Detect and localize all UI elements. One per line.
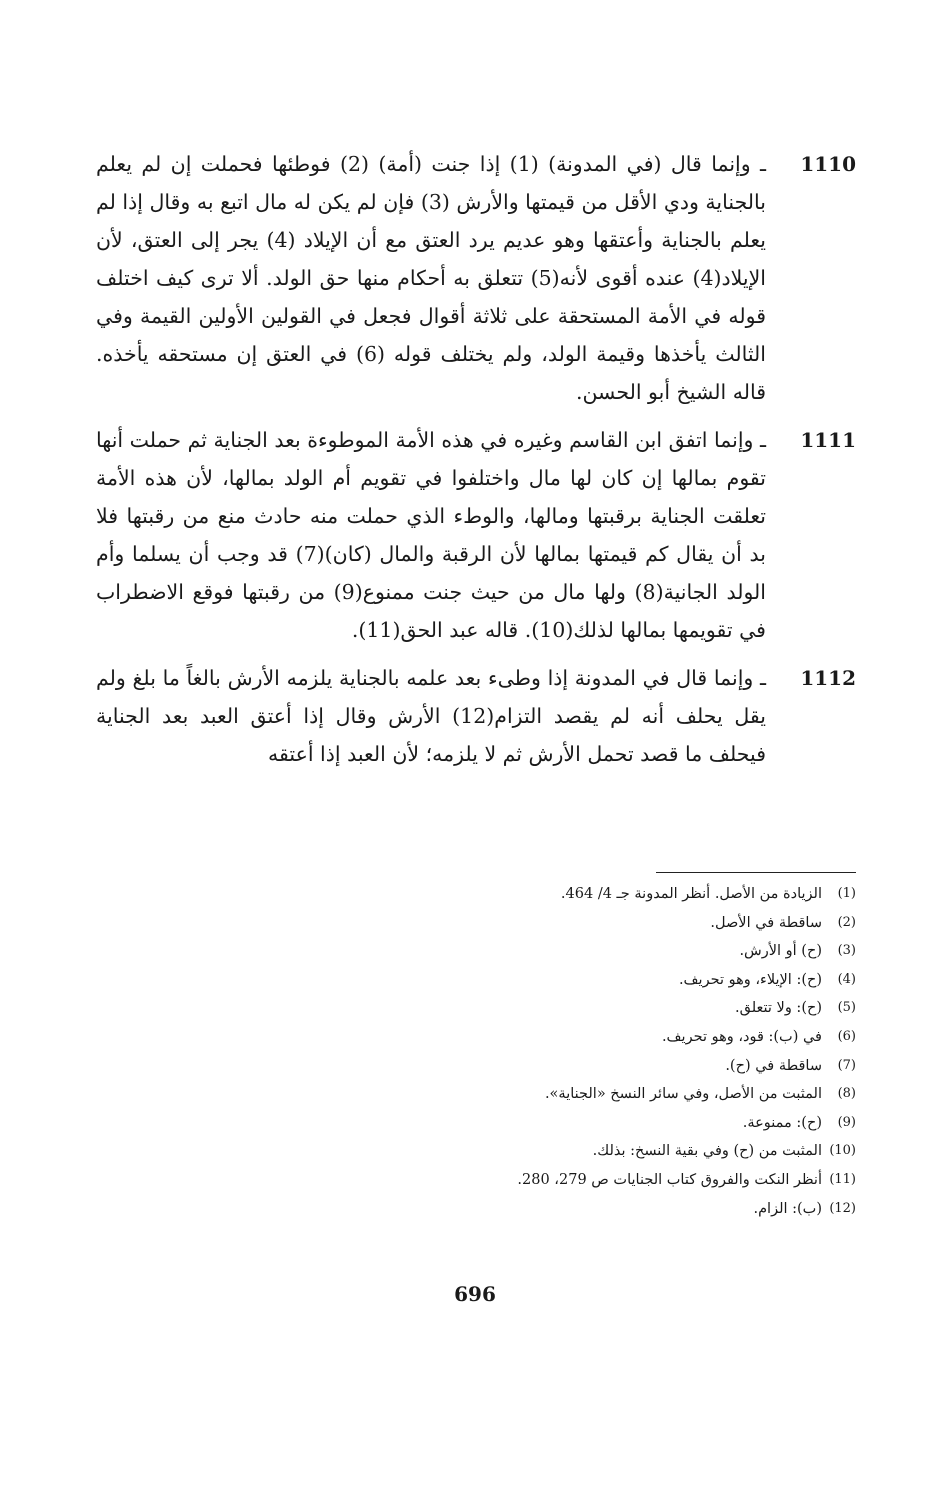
footnote-text: أنظر النكت والفروق كتاب الجنايات ص 279، 280. xyxy=(517,1171,822,1188)
paragraph-1112 xyxy=(96,659,856,773)
footnote-number: (3) xyxy=(837,943,856,959)
page-number: 696 xyxy=(454,1282,496,1306)
footnote-number: (2) xyxy=(837,914,856,930)
footnote-number: (6) xyxy=(837,1028,856,1044)
footnote-item xyxy=(300,1023,856,1052)
paragraph-text: ـ وإنما اتفق ابن القاسم وغيره في هذه الأمة الموطوءة بعد الجناية ثم حملت أنها تقوم بمالها إن كان لها مال واختلفوا في تقويم أم الولد بمالها، لأن هذه الأمة تعلقت الجناية برقبتها ومالها، والوطء الذي حملت منه حادث منع من رقبتها فلا بد أن يقال كم قيمتها بمالها لأن الرقبة والمال (كان)(7) قد وجب أن يسلما وأم الولد الجانية(8) ولها مال من حيث جنت ممنوع(9) من رقبتها فوقع الاضطراب في تقويمها بمالها لذلك(10). قاله عبد الحق(11). xyxy=(96,428,766,642)
paragraph-1110 xyxy=(96,145,856,411)
footnote-number: (8) xyxy=(837,1086,856,1102)
footnote-item xyxy=(300,966,856,995)
paragraph-text: ـ وإنما قال في المدونة إذا وطىء بعد علمه بالجناية يلزمه الأرش بالغاً ما بلغ ولم يقل يحلف أنه لم يقصد التزام(12) الأرش وقال إذا أعتق العبد بعد الجناية فيحلف ما قصد تحمل الأرش ثم لا يلزمه؛ لأن العبد إذا أعتقه xyxy=(96,666,766,766)
footnote-item xyxy=(300,1080,856,1109)
footnote-number: (10) xyxy=(829,1143,856,1159)
footnote-item xyxy=(300,1166,856,1195)
footnote-number: (7) xyxy=(837,1057,856,1073)
paragraph-1111 xyxy=(96,421,856,649)
footnote-text: ساقطة في (ح). xyxy=(725,1057,822,1074)
footnote-item xyxy=(300,1109,856,1138)
footnote-text: (ح): الإيلاء، وهو تحريف. xyxy=(678,971,822,988)
footnote-text: في (ب): قود، وهو تحريف. xyxy=(661,1028,822,1045)
paragraph-text: ـ وإنما قال (في المدونة) (1) إذا جنت (أمة) (2) فوطئها فحملت إن لم يعلم بالجناية ودي الأقل من قيمتها والأرش (3) فإن لم يكن له مال اتبع به وقال إذا لم يعلم بالجناية وأعتقها وهو عديم يرد العتق مع أن الإيلاد (4) يجر إلى العتق، لأن الإيلاد(4) عنده أقوى لأنه(5) تتعلق به أحكام منها حق الولد. ألا ترى كيف اختلف قوله في الأمة المستحقة على ثلاثة أقوال فجعل في القولين الأولين القيمة وفي الثالث يأخذها وقيمة الولد، ولم يختلف قوله (6) في العتق إن مستحقه يأخذه. قاله الشيخ أبو الحسن. xyxy=(96,152,766,404)
footnote-item xyxy=(300,1195,856,1224)
paragraph-number: 1110 xyxy=(800,152,856,176)
footnote-number: (4) xyxy=(837,971,856,987)
footnote-item xyxy=(300,880,856,909)
footnote-text: المثبت من الأصل، وفي سائر النسخ «الجناية». xyxy=(544,1086,822,1103)
footnote-text: (ح) أو الأرش. xyxy=(739,943,822,960)
footnote-number: (1) xyxy=(837,886,856,901)
footnote-item xyxy=(300,994,856,1023)
footnote-text: الزيادة من الأصل. أنظر المدونة جـ 4/ 464. xyxy=(560,886,822,902)
footnote-item xyxy=(300,937,856,966)
footnote-item xyxy=(300,909,856,938)
footnote-divider xyxy=(656,872,856,873)
footnote-number: (12) xyxy=(829,1200,856,1216)
footnote-number: (11) xyxy=(829,1171,856,1187)
footnotes xyxy=(300,880,856,1223)
footnote-text: ساقطة في الأصل. xyxy=(710,914,822,931)
footnote-text: (ح): ممنوعة. xyxy=(742,1114,822,1131)
footnote-text: (ب): الزام. xyxy=(753,1200,822,1217)
footnote-number: (5) xyxy=(837,1000,856,1016)
paragraph-number: 1111 xyxy=(800,428,856,452)
main-text xyxy=(96,145,856,783)
footnote-item xyxy=(300,1137,856,1166)
footnote-text: (ح): ولا تتعلق. xyxy=(735,1000,822,1017)
footnote-number: (9) xyxy=(837,1114,856,1130)
paragraph-number: 1112 xyxy=(800,666,856,690)
footnote-text: المثبت من (ح) وفي بقية النسخ: بذلك. xyxy=(592,1143,822,1160)
footnote-item xyxy=(300,1052,856,1081)
